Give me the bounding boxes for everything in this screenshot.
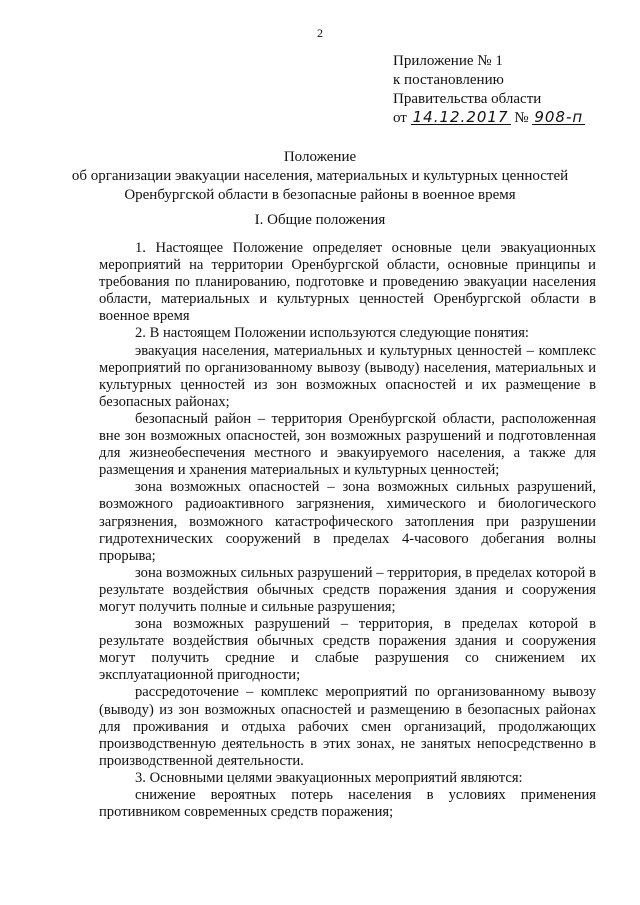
document-title: Положение bbox=[283, 149, 357, 165]
paragraph: 1. Настоящее Положение определяет основные цели эвакуационных мероприятий на территории Оренбургской области, основные принципы и требования по планированию, подготовке и проведению эвакуации населения области, материальных и культурных ценностей Оренбургской области в военное время bbox=[99, 240, 596, 325]
paragraph: зона возможных сильных разрушений – территория, в пределах которой в результате воздействия обычных средств поражения здания и сооружения могут получить полные и сильные разрушения; bbox=[99, 564, 596, 615]
appendix-line-3: Правительства области bbox=[393, 91, 542, 107]
paragraph: рассредоточение – комплекс мероприятий по организованному вывозу (выводу) из зон возможных опасностей и размещению в безопасных районах для проживания и отдыха рабочих смен организаций, продолжающих производственную деятельность в этих зонах, не занятых непосредственно в производственной деятельности. bbox=[99, 684, 596, 769]
appendix-line-1: Приложение № 1 bbox=[393, 53, 503, 69]
number-prefix: № bbox=[514, 110, 529, 126]
handwritten-date: 14.12.2017 bbox=[412, 108, 509, 126]
date-prefix: от bbox=[393, 110, 407, 126]
paragraph: зона возможных разрушений – территория, в пределах которой в результате воздействия обычных средств поражения здания и сооружения могут получить средние и слабые разрушения со снижением их эксплуатационной пригодности; bbox=[99, 616, 596, 684]
appendix-line-2: к постановлению bbox=[393, 72, 504, 88]
paragraph: эвакуация населения, материальных и культурных ценностей – комплекс мероприятий по организованному вывозу (выводу) населения, материальных и культурных ценностей из зон возможных опасностей и их размещение в безопасных районах; bbox=[99, 342, 596, 410]
paragraph: снижение вероятных потерь населения в условиях применения противником современных средств поражения; bbox=[99, 787, 596, 821]
document-body bbox=[99, 240, 596, 821]
paragraph: зона возможных опасностей – зона возможных сильных разрушений, возможного радиоактивного загрязнения, химического и биологического загрязнения, возможного катастрофического затопления при разрушении гидротехнических сооружений в пределах 4-часового добегания волны прорыва; bbox=[99, 479, 596, 564]
appendix-block bbox=[393, 52, 623, 128]
handwritten-number: 908-п bbox=[534, 108, 584, 126]
document-subtitle-line-2: Оренбургской области в безопасные районы в военное время bbox=[124, 187, 516, 203]
page-number: 2 bbox=[317, 26, 323, 40]
paragraph: 3. Основными целями эвакуационных мероприятий являются: bbox=[135, 769, 523, 786]
paragraph: безопасный район – территория Оренбургской области, расположенная вне зон возможных опасностей, зон возможных разрушений и подготовленная для жизнеобеспечения местного и эвакуируемого населения, а также для размещения и хранения материальных и культурных ценностей; bbox=[99, 410, 596, 479]
appendix-date-line bbox=[393, 109, 623, 128]
document-subtitle-line-1: об организации эвакуации населения, материальных и культурных ценностей bbox=[71, 168, 569, 184]
section-heading: I. Общие положения bbox=[254, 212, 386, 228]
paragraph: 2. В настоящем Положении используются следующие понятия: bbox=[135, 325, 529, 342]
